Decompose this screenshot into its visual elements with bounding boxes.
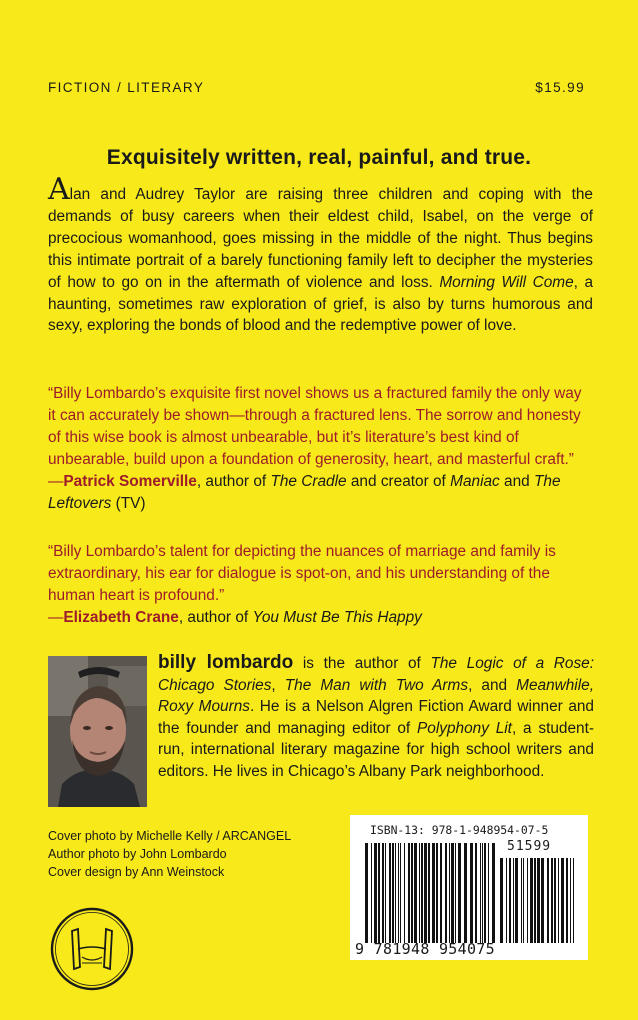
isbn-text: ISBN-13: 978-1-948954-07-5 — [370, 823, 549, 837]
credit-cover-photo: Cover photo by Michelle Kelly / ARCANGEL — [48, 829, 292, 843]
barcode-bar — [541, 858, 544, 943]
author-bio — [158, 652, 594, 783]
quote1-attr-2: and creator of — [346, 472, 451, 490]
bio-title-3: Meanwhile, Roxy Mourns — [158, 676, 594, 716]
barcode-bar — [385, 843, 386, 943]
barcode-bar — [500, 858, 503, 943]
barcode-bar — [470, 843, 473, 943]
bio-text-5: , a student-run, international literary magazine for high school writers and editors. He lives in Chicago’s Albany Park neighborhood. — [158, 719, 595, 780]
barcode-bar — [506, 858, 507, 943]
quote2-dash: — — [48, 608, 64, 626]
barcode-bar — [436, 843, 438, 943]
credit-author-photo: Author photo by John Lombardo — [48, 847, 227, 861]
quote1-attr-3: and — [499, 472, 534, 490]
barcode-bar — [492, 843, 495, 943]
author-portrait-illustration — [48, 656, 147, 807]
barcode-bar — [482, 843, 483, 943]
barcode-bar — [515, 858, 518, 943]
barcode-bar — [480, 843, 481, 943]
blurb-paragraph — [48, 172, 594, 337]
quote2-text: “Billy Lombardo’s talent for depicting the nuances of marriage and family is extraordinary, his ear for dialogue is spot-on, and his understanding of the human heart is profound.” — [48, 543, 556, 604]
quote1-attr-1: , author of — [196, 472, 271, 490]
barcode-bar — [445, 843, 447, 943]
quote1-attr-4: (TV) — [111, 494, 146, 512]
price-label: $15.99 — [535, 80, 585, 95]
quote1-title-2: Maniac — [450, 472, 500, 490]
barcode-bar — [513, 858, 514, 943]
ean-barcode — [365, 843, 495, 943]
barcode-bar — [411, 843, 413, 943]
credits — [48, 827, 291, 881]
barcode-bar — [374, 843, 377, 943]
bio-text-1: is the author of — [293, 655, 431, 672]
drop-cap: A — [48, 172, 70, 207]
barcode-bar — [398, 843, 399, 943]
bio-title-2: The Man with Two Arms — [284, 676, 469, 694]
barcode-bar — [440, 843, 442, 943]
barcode-bar — [382, 843, 384, 943]
barcode-bar — [534, 858, 536, 943]
bio-title-1: The Logic of a Rose: Chicago Stories — [158, 655, 594, 694]
quote2-title-1: You Must Be This Happy — [252, 608, 422, 626]
barcode-bar — [547, 858, 549, 943]
barcode-bar — [421, 843, 423, 943]
publisher-logo-icon — [48, 905, 136, 993]
barcode-bar — [537, 858, 540, 943]
header-row — [48, 80, 585, 95]
barcode-bar — [424, 843, 427, 943]
author-photo — [48, 656, 147, 807]
barcode-bar — [414, 843, 417, 943]
price-code: 51599 — [507, 839, 552, 854]
barcode-bar — [464, 843, 467, 943]
blurb-part-2: , a haunting, sometimes raw exploration of grief, is also by turns humorous and sexy, exploring the bonds of blood and the redemptive power of love. — [48, 273, 594, 335]
quote2-attribution-name: Elizabeth Crane — [63, 608, 179, 626]
barcode-bar — [449, 843, 450, 943]
credit-cover-design: Cover design by Ann Weinstock — [48, 865, 225, 879]
barcode-bar — [365, 843, 368, 943]
barcode-bar — [392, 843, 394, 943]
quote1-text: “Billy Lombardo’s exquisite first novel shows us a fractured family the only way it can accurately be shown—through a fractured lens. The sorrow and honesty of this wise book is almost unbearable, but it’s literature’s best kind of unbearable, build upon a foundation of generosity, heart, and masterful craft.” — — [48, 385, 582, 490]
bio-text-2: , — [271, 676, 285, 694]
barcode-bar — [458, 843, 461, 943]
barcode-bar — [509, 858, 511, 943]
bio-author-name: billy lombardo — [158, 652, 294, 673]
price-barcode — [500, 858, 578, 943]
barcode-bar — [451, 843, 454, 943]
quote1-attribution-name: Patrick Somerville — [63, 472, 197, 490]
barcode-bar — [570, 858, 571, 943]
barcode-bar — [527, 858, 528, 943]
barcode-bar — [554, 858, 556, 943]
barcode-bar — [371, 843, 372, 943]
blurb-book-title: Morning Will Come — [439, 273, 574, 291]
barcode-bar — [558, 858, 559, 943]
barcode-bar — [551, 858, 553, 943]
barcode-bar — [561, 858, 564, 943]
barcode-bar — [573, 858, 574, 943]
quote-somerville — [48, 383, 593, 514]
bio-text-3: , and — [468, 676, 517, 694]
barcode-bar — [566, 858, 568, 943]
ean-digits: 9 781948 954075 — [355, 940, 495, 958]
barcode-bar — [488, 843, 489, 943]
barcode-bar — [530, 858, 533, 943]
bio-title-4: Polyphony Lit — [417, 719, 512, 737]
barcode-bar — [428, 843, 430, 943]
barcode-bar — [404, 843, 405, 943]
barcode-panel — [350, 815, 588, 960]
barcode-bar — [455, 843, 456, 943]
quote1-title-1: The Cradle — [270, 472, 347, 490]
barcode-bar — [475, 843, 477, 943]
category-label: FICTION / LITERARY — [48, 80, 205, 95]
tagline: Exquisitely written, real, painful, and true. — [106, 146, 532, 169]
quote1-title-3: The Leftovers — [48, 472, 561, 512]
barcode-bar — [389, 843, 391, 943]
quote2-attr-1: , author of — [178, 608, 253, 626]
barcode-bar — [521, 858, 522, 943]
barcode-bar — [378, 843, 380, 943]
barcode-bar — [419, 843, 420, 943]
bio-text-4: . He is a Nelson Algren Fiction Award winner and the founder and managing editor of — [158, 698, 594, 737]
blurb-part-1: lan and Audrey Taylor are raising three children and coping with the demands of busy careers when their eldest child, Isabel, on the verge of precocious womanhood, goes missing in the middle of the night. Thus begins this intimate portrait of a barely functioning family left to decipher the mysteries of how to go on in the aftermath of violence and loss. — [48, 186, 593, 291]
barcode-bar — [484, 843, 486, 943]
barcode-bar — [523, 858, 524, 943]
barcode-bar — [432, 843, 435, 943]
barcode-bar — [400, 843, 401, 943]
quote-crane — [48, 541, 593, 629]
barcode-bar — [408, 843, 410, 943]
barcode-bar — [395, 843, 396, 943]
